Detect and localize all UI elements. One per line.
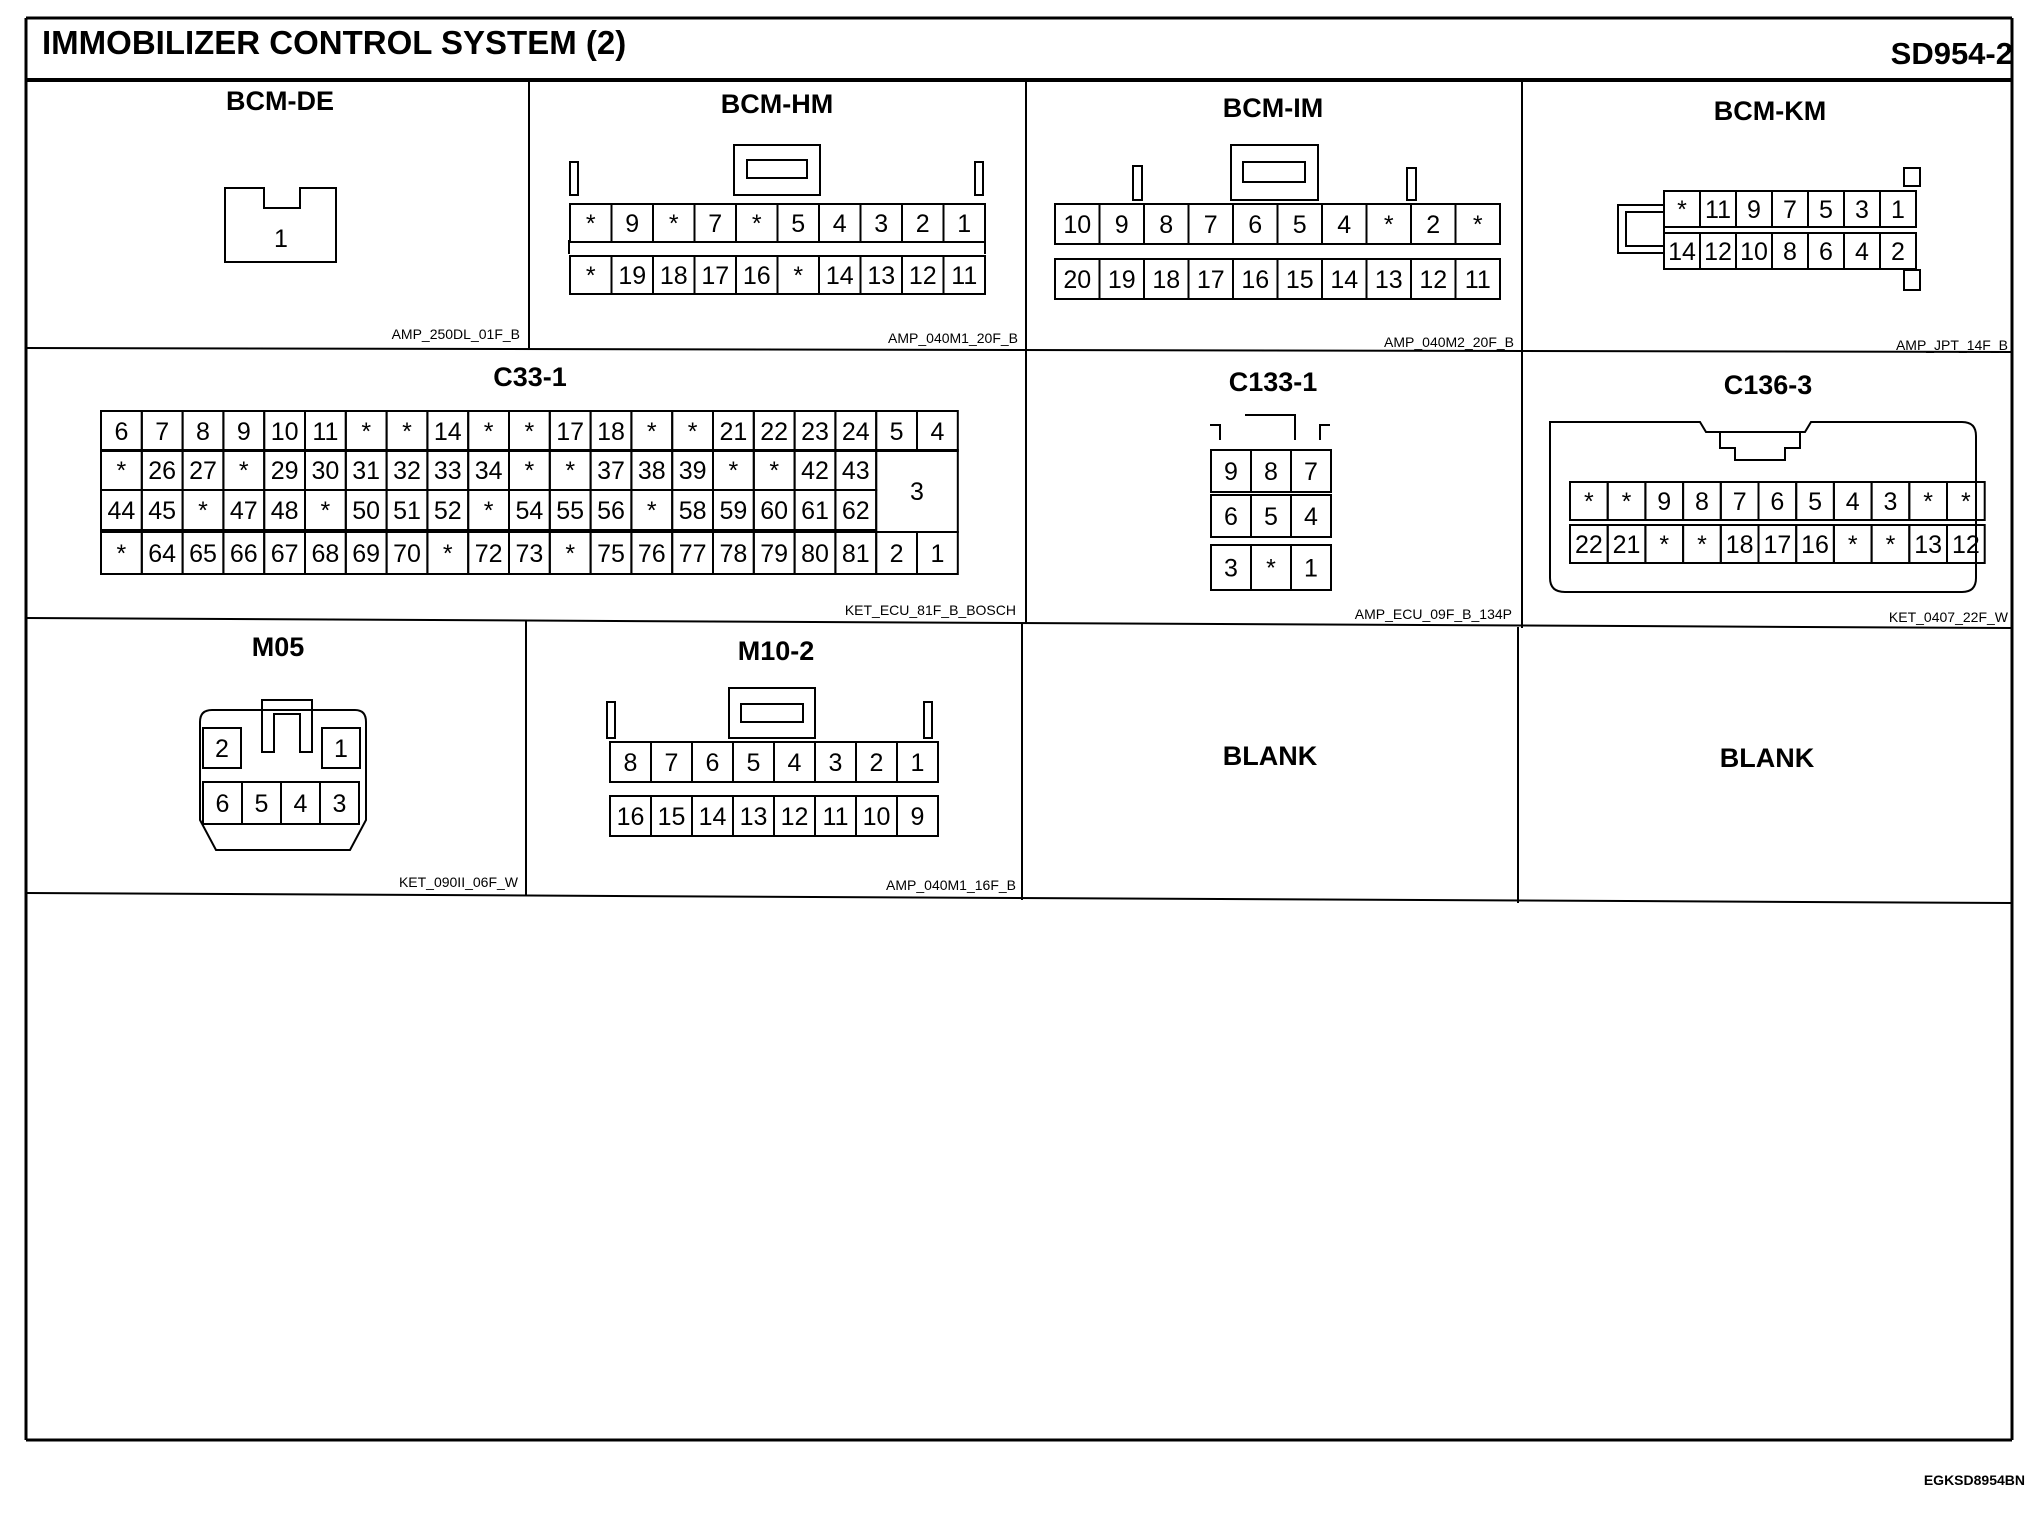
m10-2-r1-pin: 2	[869, 749, 884, 777]
m10-2-r2-pin: 13	[739, 803, 768, 831]
m05-r2-pin: 6	[215, 790, 230, 818]
c33-1-r2-pin: 32	[393, 457, 421, 485]
bcm-im-r1-pin: 5	[1292, 211, 1307, 239]
bcm-hm-r1-pin: *	[668, 210, 679, 238]
c33-1-r1-pin: 17	[556, 418, 585, 446]
blank-panel-2: BLANK	[1719, 743, 1815, 773]
m10-2-r2-pin: 14	[698, 803, 727, 831]
blank-panel-1: BLANK	[1222, 741, 1318, 771]
m10-2-r1-pin: 7	[664, 749, 679, 777]
c133-1-r1-pin: 7	[1304, 458, 1318, 486]
m10-2-r2-pin: 16	[616, 803, 645, 831]
c136-3-r2-pin: 18	[1725, 531, 1754, 559]
row-line-3	[26, 893, 2012, 903]
c33-1-r4-pin: 77	[678, 540, 707, 568]
c33-1-r2-pin: *	[769, 457, 780, 485]
c133-1-r2-pin: 4	[1304, 503, 1318, 531]
c33-1-r2-pin: *	[565, 457, 576, 485]
c133-1-r3-pin: 3	[1224, 554, 1238, 583]
c136-3-r1-pin: 6	[1770, 488, 1785, 516]
bcm-hm-r2-pin: 17	[701, 262, 730, 290]
bcm-im-title: BCM-IM	[1222, 93, 1324, 123]
bcm-hm-r2-pin: 11	[951, 262, 978, 290]
c33-1-r3-pin: 56	[597, 497, 625, 525]
bcm-km-r2-pin: 8	[1783, 238, 1797, 266]
c136-3-r2-pin: *	[1847, 531, 1858, 559]
m10-2-r2-pin: 12	[780, 803, 809, 831]
c136-3-lock	[1720, 432, 1800, 460]
c33-1-r2-pin: 38	[637, 457, 666, 485]
c33-1-r4-pin: 66	[229, 540, 258, 568]
c136-3-r2-pin: *	[1885, 531, 1896, 559]
bcm-km-r1-pin: 1	[1891, 196, 1905, 224]
m10-2-r1-pin: 4	[787, 749, 802, 777]
c33-1-r3-pin: 61	[801, 497, 829, 525]
c133-1-r2-pin: 6	[1224, 503, 1238, 531]
bcm-km-r2-pin: 6	[1819, 238, 1833, 266]
bcm-im-lock	[1231, 145, 1318, 200]
bcm-km-r1-pin: 5	[1819, 196, 1833, 224]
c133-1-r1-pin: 9	[1224, 458, 1238, 486]
bcm-km-r1-pin: 7	[1783, 196, 1797, 224]
c136-3-r2-pin: 22	[1574, 531, 1603, 559]
c136-3-r2-pin: 12	[1951, 531, 1980, 559]
c33-1-r1-pin: *	[646, 418, 657, 446]
c33-1-r1-pin: 22	[760, 418, 789, 446]
c133-1-r1-pin: 8	[1264, 458, 1278, 486]
c33-1-r4-pin: 70	[393, 540, 421, 568]
bcm-im-r1-pin: *	[1472, 211, 1483, 239]
bcm-im-r2-pin: 16	[1241, 266, 1270, 294]
c133-1-label: AMP_ECU_09F_B_134P	[1354, 606, 1512, 622]
c33-1-r4-pin: 64	[148, 540, 177, 568]
c33-1-r1-pin: 11	[312, 418, 339, 446]
c136-3-title: C136-3	[1723, 370, 1813, 400]
bcm-km-r2-pin: 2	[1891, 238, 1905, 266]
c33-1-r4-pin: 1	[930, 540, 945, 568]
bcm-hm-r2-pin: 13	[867, 262, 896, 290]
bcm-hm-r1-pin: 5	[791, 210, 806, 238]
m10-2-label: AMP_040M1_16F_B	[886, 877, 1016, 893]
bcm-km-r2-pin: 10	[1740, 238, 1768, 266]
bcm-hm-r1-pin: 7	[708, 210, 723, 238]
c33-1-r4-pin: *	[116, 540, 127, 568]
c33-1-r2-pin: 26	[148, 457, 177, 485]
c33-1-big-pin: 3	[910, 478, 924, 506]
c33-1-r2-pin: 37	[597, 457, 625, 485]
c33-1-r4-pin: 69	[352, 540, 381, 568]
bcm-km-r1-pin: 9	[1747, 196, 1761, 224]
c133-1-r3-pin: *	[1266, 554, 1276, 583]
c33-1-r3-pin: 44	[107, 497, 136, 525]
bcm-im-label: AMP_040M2_20F_B	[1384, 334, 1514, 350]
bcm-km-r1-pin: *	[1677, 196, 1687, 224]
c33-1-r1-pin: 21	[719, 418, 748, 446]
bcm-km-label: AMP_JPT_14F_B	[1895, 337, 2008, 353]
bcm-km-tab	[1618, 205, 1664, 253]
footer-id: EGKSD8954BN	[1923, 1472, 2025, 1488]
bcm-hm-lock	[734, 145, 820, 195]
bcm-hm-r1-pin: 4	[832, 210, 847, 238]
c33-1-r2-pin: 39	[678, 457, 707, 485]
c33-1-r1-pin: *	[402, 418, 412, 446]
c33-1-r2-pin: *	[524, 457, 535, 485]
bcm-hm-r2-pin: 19	[618, 262, 647, 290]
c33-1-r1-pin: *	[687, 418, 698, 446]
c33-1-r3-pin: 62	[841, 497, 870, 525]
bcm-km-title: BCM-KM	[1713, 96, 1827, 126]
c33-1-r1-pin: 7	[155, 418, 170, 446]
bcm-im-r1-pin: 9	[1114, 211, 1129, 239]
c33-1-r3-pin: 48	[270, 497, 299, 525]
m10-2-r1-pin: 5	[746, 749, 761, 777]
c33-1-r1-pin: 8	[196, 418, 210, 446]
c33-1-r2-pin: 27	[189, 457, 217, 485]
m10-2-r1-pin: 3	[828, 749, 843, 777]
c33-1-r2-pin: 43	[841, 457, 870, 485]
connector-pins	[101, 191, 1985, 836]
bcm-hm-r1-pin: 1	[957, 210, 972, 238]
c136-3-r2-pin: 13	[1914, 531, 1943, 559]
bcm-hm-title: BCM-HM	[720, 89, 834, 119]
m10-2-r2-pin: 11	[822, 803, 849, 831]
c133-1-lock	[1210, 415, 1330, 440]
c136-3-r1-pin: 8	[1694, 488, 1709, 516]
m05-r2-pin: 3	[332, 790, 347, 818]
c136-3-r1-pin: 9	[1657, 488, 1672, 516]
c33-1-r4-pin: 65	[189, 540, 217, 568]
bcm-im-r1-pin: 8	[1159, 211, 1174, 239]
c33-1-r1-pin: 24	[841, 418, 870, 446]
c33-1-r1-pin: 6	[114, 418, 129, 446]
bcm-im-r1-pin: 7	[1203, 211, 1218, 239]
bcm-km-r2-pin: 14	[1668, 238, 1696, 266]
page-code: SD954-2	[1890, 36, 2013, 71]
bcm-im-r1-pin: 6	[1248, 211, 1263, 239]
c33-1-r2-pin: 31	[352, 457, 381, 485]
c33-1-r2-pin: *	[238, 457, 249, 485]
bcm-km-r2-pin: 12	[1704, 238, 1732, 266]
c33-1-r2-pin: 33	[433, 457, 462, 485]
row-line-2	[26, 618, 2012, 628]
m10-2-r1-pin: 8	[623, 749, 638, 777]
bcm-im-r2-pin: 13	[1374, 266, 1403, 294]
m10-2-r1-pin: 1	[910, 749, 925, 777]
c33-1-r2-pin: *	[728, 457, 739, 485]
c33-1-r3-pin: 58	[678, 497, 707, 525]
bcm-im-r2-pin: 20	[1063, 266, 1092, 294]
c33-1-r3-pin: 55	[556, 497, 585, 525]
c33-1-label: KET_ECU_81F_B_BOSCH	[844, 602, 1016, 618]
c136-3-r1-pin: *	[1960, 488, 1971, 516]
bcm-hm-r2-pin: *	[585, 262, 596, 290]
bcm-hm-r2-pin: 18	[659, 262, 688, 290]
c136-3-r1-pin: 7	[1732, 488, 1747, 516]
c33-1-r4-pin: 81	[841, 540, 870, 568]
c33-1-r3-pin: *	[198, 497, 208, 525]
bcm-im-r2-pin: 15	[1285, 266, 1314, 294]
bcm-hm-r2-pin: 14	[825, 262, 854, 290]
c33-1-r2-pin: 30	[311, 457, 340, 485]
bcm-de-pin: 1	[274, 225, 288, 253]
c136-3-r1-pin: 5	[1808, 488, 1823, 516]
m05-r1-pin: 1	[334, 735, 348, 763]
bcm-de-title: BCM-DE	[226, 86, 334, 116]
m05-r1-pin: 2	[215, 735, 229, 763]
bcm-km-r1-pin: 3	[1855, 196, 1869, 224]
c133-1-title: C133-1	[1228, 367, 1318, 397]
c136-3-r2-pin: 17	[1763, 531, 1792, 559]
bcm-im-r2-pin: 19	[1107, 266, 1136, 294]
c33-1-r3-pin: 51	[393, 497, 421, 525]
c33-1-r2-pin: 29	[270, 457, 299, 485]
m10-2-title: M10-2	[737, 636, 815, 666]
page-title: IMMOBILIZER CONTROL SYSTEM (2)	[42, 24, 627, 61]
c33-1-r3-pin: 52	[433, 497, 462, 525]
c33-1-r4-pin: 73	[515, 540, 544, 568]
c33-1-r1-pin: 5	[889, 418, 904, 446]
c33-1-r2-pin: 42	[801, 457, 829, 485]
c136-3-housing	[1550, 422, 1976, 592]
bcm-de-label: AMP_250DL_01F_B	[391, 326, 520, 342]
c33-1-r3-pin: 45	[148, 497, 177, 525]
c33-1-r3-pin: 50	[352, 497, 381, 525]
c33-1-r1-pin: 10	[270, 418, 299, 446]
bcm-im-r2-pin: 11	[1464, 266, 1491, 294]
c33-1-r4-pin: 68	[311, 540, 340, 568]
c33-1-r4-pin: *	[565, 540, 576, 568]
c33-1-r3-pin: 60	[760, 497, 789, 525]
c136-3-r2-pin: 16	[1801, 531, 1829, 559]
c136-3-r1-pin: 4	[1845, 488, 1860, 516]
m10-2-r2-pin: 10	[862, 803, 891, 831]
bcm-km-r1-pin: 11	[1705, 196, 1731, 224]
c33-1-r3-pin: 59	[719, 497, 748, 525]
c33-1-title: C33-1	[493, 362, 567, 392]
c136-3-r1-pin: *	[1923, 488, 1934, 516]
c33-1-r2-pin: *	[116, 457, 127, 485]
m05-housing	[200, 710, 366, 850]
c136-3-r2-pin: *	[1659, 531, 1670, 559]
bcm-im-r1-pin: *	[1383, 211, 1394, 239]
c33-1-r4-pin: 76	[637, 540, 666, 568]
c33-1-r1-pin: 23	[801, 418, 829, 446]
c33-1-r3-pin: 47	[229, 497, 258, 525]
m05-r2-pin: 4	[293, 790, 308, 818]
c33-1-r2-pin: 34	[474, 457, 503, 485]
c133-1-r3-pin: 1	[1304, 554, 1318, 583]
bcm-im-r1-pin: 2	[1426, 211, 1441, 239]
m10-2-r1-pin: 6	[705, 749, 720, 777]
c33-1-r1-pin: 9	[236, 418, 251, 446]
bcm-hm-r1-pin: 9	[625, 210, 640, 238]
m05-title: M05	[251, 632, 305, 662]
m05-lock	[262, 700, 312, 752]
c136-3-label: KET_0407_22F_W	[1888, 609, 2008, 625]
c33-1-r3-pin: *	[483, 497, 494, 525]
c33-1-r1-pin: *	[524, 418, 535, 446]
c33-1-r3-pin: *	[320, 497, 331, 525]
bcm-im-r1-pin: 10	[1063, 211, 1092, 239]
m05-r2-pin: 5	[254, 790, 269, 818]
m10-2-lock	[729, 688, 815, 738]
bcm-hm-r1-pin: 3	[874, 210, 889, 238]
c33-1-r1-pin: 4	[930, 418, 945, 446]
bcm-im-r2-pin: 18	[1152, 266, 1181, 294]
bcm-hm-r1-pin: *	[585, 210, 596, 238]
c33-1-r4-pin: 75	[597, 540, 625, 568]
c33-1-r4-pin: 79	[760, 540, 789, 568]
bcm-hm-r2-pin: *	[793, 262, 804, 290]
row-line-1	[26, 348, 2012, 352]
bcm-hm-r1-pin: *	[751, 210, 762, 238]
c33-1-r3-pin: *	[646, 497, 657, 525]
c33-1-r3-pin: 54	[515, 497, 544, 525]
c136-3-r2-pin: 21	[1612, 531, 1641, 559]
c33-1-r4-pin: 2	[889, 540, 904, 568]
bcm-im-r2-pin: 17	[1196, 266, 1225, 294]
m10-2-r2-pin: 15	[657, 803, 686, 831]
c33-1-r4-pin: 72	[474, 540, 503, 568]
bcm-hm-r2-pin: 12	[908, 262, 937, 290]
c33-1-r1-pin: 18	[597, 418, 625, 446]
c33-1-r4-pin: 78	[719, 540, 748, 568]
c133-1-r2-pin: 5	[1264, 503, 1278, 531]
c33-1-r1-pin: 14	[433, 418, 462, 446]
c33-1-r1-pin: *	[483, 418, 494, 446]
bcm-im-r1-pin: 4	[1337, 211, 1352, 239]
c136-3-r1-pin: *	[1583, 488, 1594, 516]
bcm-km-r2-pin: 4	[1855, 238, 1869, 266]
c136-3-r1-pin: 3	[1883, 488, 1898, 516]
bcm-im-r2-pin: 12	[1419, 266, 1448, 294]
m05-label: KET_090II_06F_W	[398, 874, 518, 890]
c136-3-r2-pin: *	[1697, 531, 1707, 559]
bcm-im-r2-pin: 14	[1330, 266, 1359, 294]
c33-1-r4-pin: *	[442, 540, 453, 568]
c136-3-r1-pin: *	[1621, 488, 1632, 516]
bcm-hm-label: AMP_040M1_20F_B	[888, 330, 1018, 346]
c33-1-r4-pin: 67	[270, 540, 299, 568]
bcm-hm-r1-pin: 2	[915, 210, 930, 238]
c33-1-r4-pin: 80	[801, 540, 829, 568]
m10-2-latches	[607, 702, 932, 738]
m10-2-r2-pin: 9	[910, 803, 925, 831]
c33-1-r1-pin: *	[361, 418, 372, 446]
bcm-km-ears	[1904, 168, 1920, 290]
bcm-hm-r2-pin: 16	[742, 262, 771, 290]
